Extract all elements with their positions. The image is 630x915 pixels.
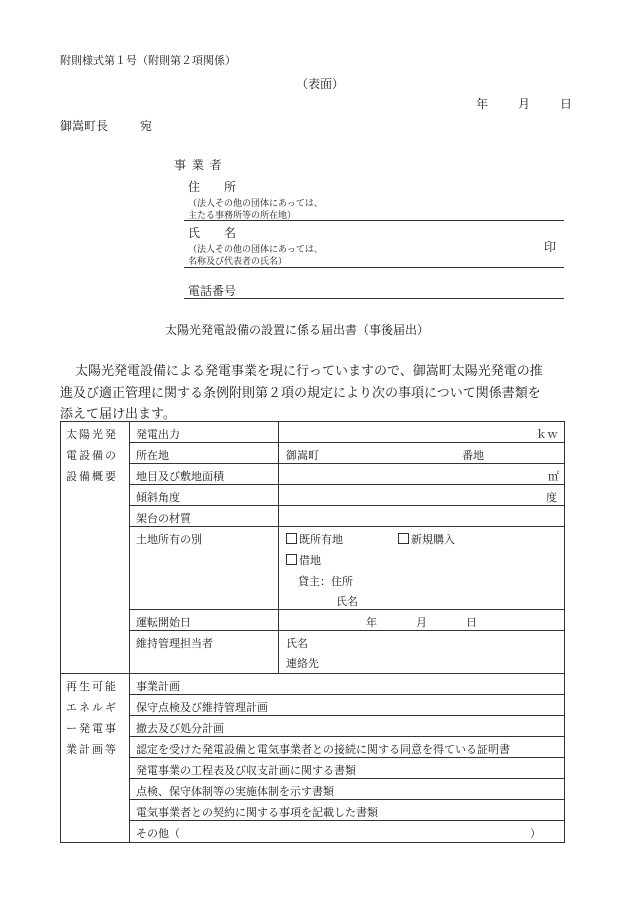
row-line bbox=[129, 778, 565, 779]
plan-item: 点検、保守体制等の実施体制を示す書類 bbox=[136, 785, 334, 798]
land-area-unit: ㎡ bbox=[548, 470, 559, 483]
form-side-label: （表面） bbox=[296, 77, 345, 91]
new-label: 新規購入 bbox=[411, 533, 455, 546]
form-number: 附則様式第１号（附則第２項関係） bbox=[60, 54, 236, 67]
address-note-2: 主たる事務所等の所在地） bbox=[188, 211, 297, 221]
name-note-2: 名称及び代表者の氏名） bbox=[188, 257, 288, 267]
address-note-1: （法人その他の団体にあっては、 bbox=[188, 199, 323, 209]
land-area-label: 地目及び敷地面積 bbox=[136, 470, 224, 483]
ownership-label: 土地所有の別 bbox=[136, 533, 202, 546]
date-year: 年 bbox=[476, 97, 489, 111]
output-unit: ｋｗ bbox=[536, 428, 558, 441]
seal-mark: 印 bbox=[544, 240, 557, 254]
lessor-address-label: 貸主：住所 bbox=[298, 575, 353, 588]
plan-item: 電気事業者との契約に関する事項を記載した書類 bbox=[136, 806, 378, 819]
other-item-label: その他（ bbox=[136, 827, 180, 840]
ownership-owned-option[interactable] bbox=[286, 531, 343, 547]
date-day: 日 bbox=[560, 97, 573, 111]
plan-item: 事業計画 bbox=[136, 680, 180, 693]
phone-underline bbox=[184, 298, 564, 299]
table-value-divider bbox=[278, 421, 279, 673]
row-line bbox=[129, 694, 565, 695]
plan-item: 保守点検及び維持管理計画 bbox=[136, 701, 268, 714]
start-date-label: 運転開始日 bbox=[136, 616, 191, 629]
body-line-2: 進及び適正管理に関する条例附則第２項の規定により次の事項について関係書類を bbox=[60, 386, 541, 401]
section2-label-line: 業計画等 bbox=[66, 743, 118, 756]
start-date-year: 年 bbox=[366, 616, 377, 629]
location-town: 御嵩町 bbox=[286, 449, 319, 462]
lessor-name-label: 氏名 bbox=[336, 595, 358, 608]
row-line bbox=[129, 757, 565, 758]
ownership-lease-option[interactable] bbox=[286, 552, 321, 568]
row-line bbox=[129, 442, 565, 443]
plan-item: 発電事業の工程表及び収支計画に関する書類 bbox=[136, 764, 356, 777]
name-underline bbox=[184, 267, 564, 268]
section1-label-line: 太陽光発 bbox=[66, 428, 118, 441]
manager-contact-label: 連絡先 bbox=[286, 657, 319, 670]
addressee: 御嵩町長 bbox=[60, 119, 109, 133]
owned-label: 既所有地 bbox=[299, 533, 343, 546]
manager-label: 維持管理担当者 bbox=[136, 637, 213, 650]
row-line bbox=[129, 463, 565, 464]
angle-unit: 度 bbox=[546, 491, 557, 504]
checkbox-owned[interactable] bbox=[286, 533, 297, 544]
section1-label-line: 電設備の bbox=[66, 449, 118, 462]
location-label: 所在地 bbox=[136, 449, 169, 462]
checkbox-new[interactable] bbox=[398, 533, 409, 544]
applicant-title: 事 業 者 bbox=[174, 158, 223, 172]
section2-label-line: 再生可能 bbox=[66, 680, 118, 693]
angle-label: 傾斜角度 bbox=[136, 491, 180, 504]
row-line bbox=[129, 609, 565, 610]
address-label: 住 所 bbox=[188, 180, 237, 194]
row-line bbox=[129, 505, 565, 506]
start-date-day: 日 bbox=[466, 616, 477, 629]
start-date-month: 月 bbox=[416, 616, 427, 629]
body-line-3: 添えて届け出ます。 bbox=[60, 407, 176, 422]
name-note-1: （法人その他の団体にあっては、 bbox=[188, 245, 323, 255]
row-line bbox=[129, 820, 565, 821]
section-divider bbox=[60, 673, 565, 674]
row-line bbox=[129, 715, 565, 716]
section2-label-line: ー発電事 bbox=[66, 722, 118, 735]
other-item-close: ） bbox=[530, 827, 541, 840]
document-title: 太陽光発電設備の設置に係る届出書（事後届出） bbox=[165, 323, 430, 337]
plan-item: 撤去及び処分計画 bbox=[136, 722, 224, 735]
output-label: 発電出力 bbox=[136, 428, 180, 441]
row-line bbox=[129, 799, 565, 800]
section2-label-line: エネルギ bbox=[66, 701, 118, 714]
date-month: 月 bbox=[518, 97, 531, 111]
phone-label: 電話番号 bbox=[188, 284, 237, 298]
manager-name-label: 氏名 bbox=[286, 637, 308, 650]
body-line-1: 太陽光発電設備による発電事業を現に行っていますので、御嵩町太陽光発電の推 bbox=[75, 364, 543, 379]
row-line bbox=[129, 630, 565, 631]
section1-label-line: 設備概要 bbox=[66, 470, 118, 483]
lease-label: 借地 bbox=[299, 554, 321, 567]
checkbox-lease[interactable] bbox=[286, 554, 297, 565]
name-label: 氏 名 bbox=[188, 226, 237, 240]
row-line bbox=[129, 526, 565, 527]
row-line bbox=[129, 736, 565, 737]
address-underline bbox=[184, 220, 564, 221]
ownership-new-option[interactable] bbox=[398, 531, 455, 547]
location-number: 番地 bbox=[462, 449, 484, 462]
row-line bbox=[129, 484, 565, 485]
addressee-suffix: 宛 bbox=[140, 119, 153, 133]
plan-item: 認定を受けた発電設備と電気事業者との接続に関する同意を得ている証明書 bbox=[136, 743, 510, 756]
mount-label: 架台の材質 bbox=[136, 512, 191, 525]
